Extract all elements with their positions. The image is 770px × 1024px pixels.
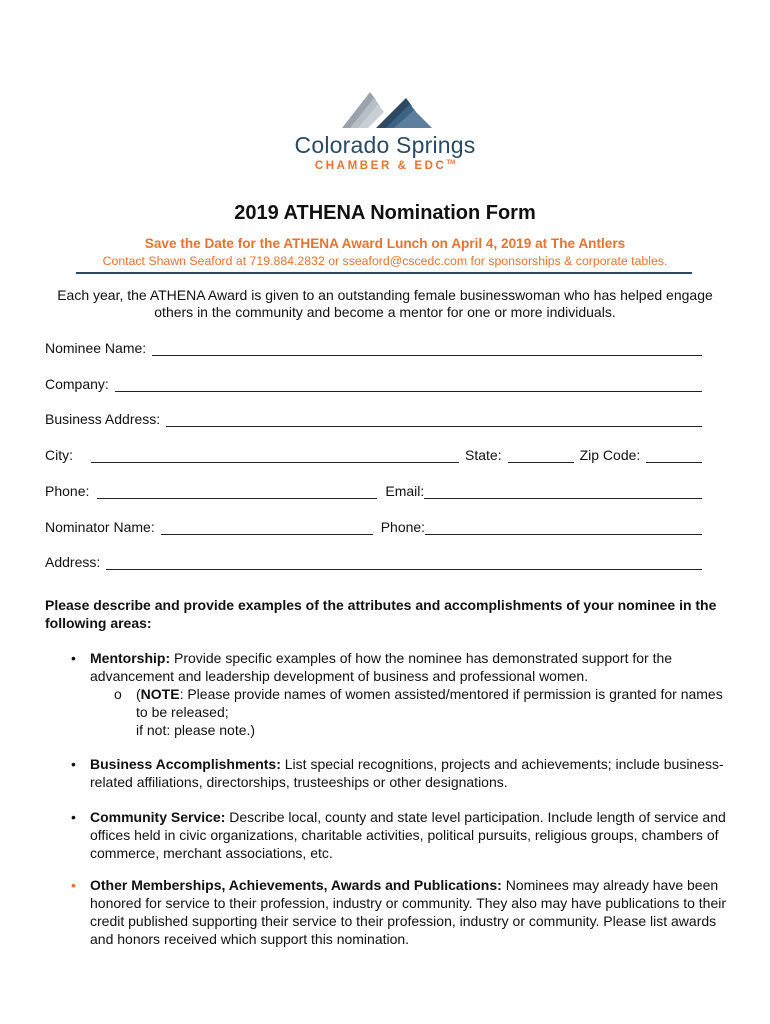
state-label: State: (465, 447, 502, 463)
trademark-mark: TM (446, 160, 456, 167)
phone-label: Phone: (45, 483, 90, 499)
email-label: Email: (385, 483, 425, 499)
intro-paragraph: Each year, the ATHENA Award is given to an outstanding female businesswoman who has helped engage others in the community and become a mentor for one or more individuals. (57, 287, 713, 320)
business-address-field[interactable] (166, 411, 702, 427)
area-business-accomplishments (71, 755, 730, 791)
state-field[interactable] (508, 447, 574, 463)
address-row (45, 552, 702, 570)
company-field[interactable] (115, 376, 702, 392)
nominator-phone-label: Phone: (380, 519, 426, 535)
area-heading: Other Memberships, Achievements, Awards and Publications: (90, 877, 502, 893)
area-text: List special recognitions, projects and achievements; include business-related affiliations, directorships, trusteeships or other designations. (90, 756, 724, 790)
sub-bullet-icon: o (114, 686, 122, 702)
mountain-logo-icon (336, 88, 436, 130)
mentorship-note (114, 685, 736, 739)
area-heading: Community Service: (90, 809, 226, 825)
company-row (45, 374, 702, 392)
area-mentorship (71, 649, 730, 685)
note-open: ( (136, 686, 141, 702)
nominator-name-field[interactable] (161, 519, 373, 535)
save-the-date: Save the Date for the ATHENA Award Lunch on April 4, 2019 at The Antlers (144, 236, 626, 251)
nominee-name-row (45, 338, 702, 356)
city-field[interactable] (91, 447, 459, 463)
nominator-name-label: Nominator Name: (45, 519, 155, 535)
area-heading: Mentorship: (90, 650, 171, 666)
bullet-icon: • (71, 809, 76, 825)
contact-line: Contact Shawn Seaford at 719.884.2832 or sseaford@cscedc.com for sponsorships & corporate tables. (102, 254, 668, 268)
bullet-icon: • (71, 756, 76, 772)
business-address-label: Business Address: (45, 411, 161, 427)
area-community-service (71, 808, 730, 862)
note-line1: : Please provide names of women assisted/mentored if permission is granted for names to be released; (136, 686, 723, 720)
nominator-phone-field[interactable] (425, 519, 702, 535)
phone-email-row (45, 481, 702, 499)
email-field[interactable] (424, 483, 702, 499)
area-heading: Business Accomplishments: (90, 756, 281, 772)
city-label: City: (45, 447, 73, 463)
address-field[interactable] (106, 554, 702, 570)
nominee-name-field[interactable] (152, 340, 702, 356)
phone-field[interactable] (97, 483, 377, 499)
zip-label: Zip Code: (579, 447, 641, 463)
logo-name: Colorado Springs (294, 132, 476, 158)
area-other-memberships (71, 876, 730, 948)
business-address-row (45, 409, 702, 427)
city-state-zip-row (45, 445, 702, 463)
area-text: Describe local, county and state level participation. Include length of service and offices held in civic organizations, charitable activities, political pursuits, religious groups, chambers of commerce, merchant associations, etc. (90, 809, 726, 861)
nominator-row (45, 517, 702, 535)
header-divider (76, 272, 692, 274)
address-label: Address: (45, 554, 101, 570)
company-label: Company: (45, 376, 109, 392)
zip-field[interactable] (646, 447, 702, 463)
area-text: Nominees may already have been honored for service to their profession, industry or community. They also may have publications to their credit published supporting their service to their profession, industry or community. Please list awards and honors received which support this nomination. (90, 877, 727, 947)
logo-subtitle: CHAMBER & EDC™ (314, 160, 456, 172)
note-line2: if not: please note.) (136, 722, 256, 738)
form-title: 2019 ATHENA Nomination Form (234, 202, 536, 224)
bullet-icon: • (71, 877, 76, 893)
chamber-logo (0, 88, 770, 178)
area-text: Provide specific examples of how the nominee has demonstrated support for the advancement and leadership development of business and professional women. (90, 650, 673, 684)
bullet-icon: • (71, 650, 76, 666)
areas-prompt: Please describe and provide examples of the attributes and accomplishments of your nominee in the following areas: (45, 597, 717, 631)
note-label: NOTE (140, 686, 180, 702)
nominee-name-label: Nominee Name: (45, 340, 147, 356)
